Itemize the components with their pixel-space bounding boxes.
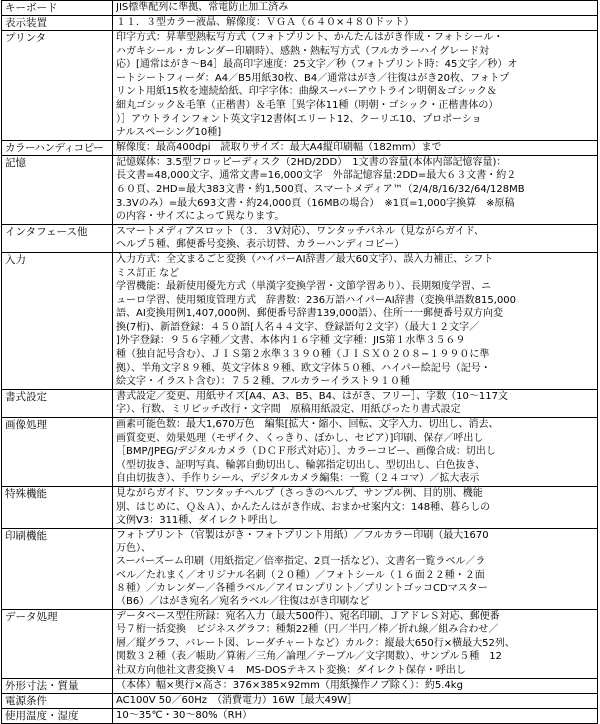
- spec-value-line: ]外字登録：９５６字種／文書、本体内１６字種 文字種：JIS第１水準３５６９: [116, 335, 466, 347]
- spec-value-line: （型切抜き、証明写真、輪郭自動切出し、輪郭指定切出し、型切出し、白色抜き、: [116, 459, 486, 471]
- spec-value-line: 絵文字・イラスト含む）：７５２種、フルカラーイラスト９１０種: [116, 376, 410, 388]
- spec-row: [2, 252, 598, 389]
- spec-row: [2, 678, 598, 693]
- spec-value-line: フォトプリント（官製はがき・フォトプリント用紙）／フルカラー印刷（最大1670: [116, 529, 489, 541]
- spec-value-line: 解像度：最高400dpi 読取りサイズ：最大A4縦印刷幅（182mm）まで: [116, 141, 442, 153]
- spec-key: インタフェース他: [2, 224, 113, 252]
- spec-key: 表示装置: [2, 16, 113, 31]
- spec-value-line: ナルスペーシング10種]: [116, 127, 222, 139]
- spec-key: データ処理: [2, 609, 113, 678]
- spec-value-line: データベース型住所録：宛名入力（最大500件）、宛名印刷、ＪアドレＳ対応、郵便番: [116, 610, 500, 622]
- spec-value-line: ［BMP/JPEG/デジタルカメラ（ＤＣＦ形式対応）］、カラーコピー、画像合成：切出し: [116, 446, 496, 458]
- spec-key: 書式設定: [2, 389, 113, 417]
- spec-value-line: ベル／たれまく／オリジナル名刺（２０種）／フォトシール（１６面２２種・２面: [116, 569, 485, 581]
- spec-value-line: 号７桁一括変換 ビジネスグラフ：種類22種（円／半円／棒／折れ線／組み合わせ／: [116, 624, 499, 636]
- spec-key: 外形寸法・質量: [2, 678, 113, 693]
- spec-value-line: 自由切抜き）、手作りシール、デジタルカメラ編集：一覧（２４コマ）／拡大表示: [116, 473, 480, 485]
- spec-value: [113, 678, 598, 693]
- spec-row: [2, 389, 598, 417]
- spec-value: [113, 16, 598, 31]
- spec-value-line: 10〜35℃・30〜80%（RH）: [116, 709, 253, 721]
- spec-row: [2, 16, 598, 31]
- spec-value-line: 長文書=48,000文字、通常文書=16,000文字 外部記憶容量:2DD=最大６３文書・約２: [116, 170, 517, 182]
- spec-value: [113, 609, 598, 678]
- spec-value: [113, 31, 598, 141]
- spec-value-line: 拠）、半角文字８９種、英文字体８９種、欧文字体５０種、ハイパー絵記号（記号・: [116, 362, 491, 374]
- spec-value-line: 印字方式：昇華型熱転写方式（フォトプリント、かんたんはがき作成・フォトシール・: [116, 32, 504, 43]
- spec-value-line: 画質変更、効果処理（モザイク、くっきり、ぼかし、セピア）]印刷、保存／呼出し: [116, 432, 484, 444]
- spec-value-line: の内容・サイズによって異なります。: [116, 211, 285, 223]
- spec-value-line: JIS標準配列に準拠、常電防止加工済み: [116, 2, 289, 13]
- spec-row: [2, 609, 598, 678]
- spec-value: [113, 528, 598, 609]
- spec-table: [1, 0, 598, 724]
- spec-value-line: ハガキシール・カレンダー印刷時）、感熱・熱転写方式（フルカラーハイグレード対: [116, 45, 489, 57]
- spec-value: [113, 224, 598, 252]
- spec-value-line: スマートメディアスロット（３．３V対応）、ワンタッチパネル（見ながらガイド、: [116, 225, 484, 237]
- spec-value-line: ８種）／カレンダー／各種ラベル／アイロンプリント／プリントゴッコCDマスター: [116, 582, 488, 594]
- spec-value: [113, 708, 598, 723]
- spec-value: [113, 1, 598, 16]
- spec-value-line: 換(7桁)、新語登録：４５０語[人名４４文字、登録語句２文字）（最大１２文字／: [116, 321, 480, 333]
- spec-row: [2, 487, 598, 529]
- spec-value-line: 書式設定／変更、用紙サイズ[A4、A3、B5、B4、はがき、フリー］、字数（10〜117文: [116, 390, 508, 402]
- spec-value-line: ートシートフィーダ：A4／B5用紙30枚、B4／通常はがき／往復はがき20枚、フォトプ: [116, 72, 510, 84]
- spec-value-line: ヘルプ５種、郵便番号変換、表示切替、カラーハンディコピー）: [116, 239, 405, 251]
- spec-key: 画像処理: [2, 418, 113, 487]
- spec-value-line: ューロ学習、使用頻度管理方式 辞書数：236万語ハイパーAI辞書（変換単語数815,000: [116, 294, 517, 306]
- spec-row: [2, 708, 598, 723]
- spec-value-line: 画素可能色数：最大1,670万色 編集[拡大・縮小、回転、文字入力、切出し、消去、: [116, 419, 499, 431]
- spec-key: 印刷機能: [2, 528, 113, 609]
- spec-value: [113, 693, 598, 708]
- spec-value-line: 見ながらガイド、ワンタッチヘルプ（さっきのヘルプ、サンプル例、目的別、機能: [116, 488, 483, 499]
- spec-row: [2, 140, 598, 155]
- spec-value-line: ６０頁、2HD=最大383文書・約1,500頁、スマートメディア™（2/4/8/16/32/64/128MB: [116, 183, 525, 195]
- spec-key: 入力: [2, 252, 113, 389]
- spec-value-line: （本体）幅×奥行×高さ：376×385×92mm（用紙操作ノブ除く）：約5.4kg: [116, 679, 463, 691]
- spec-value: [113, 487, 598, 529]
- spec-key: 特殊機能: [2, 487, 113, 529]
- spec-value-line: 入力方式：全文まるごと変換（ハイパーAI辞書／最大60文字）、誤入力補正、シフト: [116, 253, 494, 265]
- spec-value-line: （B6）／はがき宛名／宛名ラベル／往復はがき印刷など: [116, 596, 370, 608]
- spec-value: [113, 140, 598, 155]
- spec-value-line: スーパーズーム印刷（用紙指定／倍率指定、2頁一括など）、文書名一覧ラベル／ラ: [116, 556, 486, 568]
- spec-value-line: 語、AI変換用例1,407,000例、郵便番号辞書139,000語）、住所一一郵便番号双方向変: [116, 308, 504, 320]
- spec-row: [2, 155, 598, 224]
- spec-value-line: 文例V3：311種、ダイレクト呼出し: [116, 515, 278, 527]
- spec-row: [2, 528, 598, 609]
- spec-value-line: 別、はじめに、Ｑ＆Ａ）、かんたんはがき作成、おまかせ案内文：148種、暮らしの: [116, 501, 491, 513]
- spec-value-line: 万色）、: [116, 543, 151, 555]
- spec-value-line: 関数３２種（表／帳助／算術／三角／論理／テーブル／文字関数）、サンプル５種 12: [116, 651, 502, 663]
- spec-key: プリンタ: [2, 31, 113, 141]
- spec-row: [2, 1, 598, 16]
- spec-key: キーボード: [2, 1, 113, 16]
- spec-table-body: [2, 1, 598, 724]
- spec-value-line: 社双方向他社文書変換Ｖ４ MS-DOSテキスト変換：ダイレクト保存・呼出し: [116, 664, 466, 676]
- spec-value-line: ）］アウトラインフォント英文字12書体[エリート12、クーリエ10、プロポーショ: [116, 113, 482, 125]
- spec-value-line: 細丸ゴシック＆毛筆（正楷書）＆毛筆［異字体11種（明朝・ゴシック・正楷書体の）: [116, 99, 499, 111]
- spec-value: [113, 252, 598, 389]
- spec-value: [113, 155, 598, 224]
- spec-row: [2, 418, 598, 487]
- spec-value: [113, 418, 598, 487]
- spec-value-line: 種（独自記号含む）、ＪＩＳ第２水準３３９０種（ＪＩＳＸ０２０８−１９９０に準: [116, 349, 490, 361]
- spec-value-line: ミス訂正 など: [116, 267, 180, 279]
- spec-key: カラーハンディコピー: [2, 140, 113, 155]
- spec-row: [2, 224, 598, 252]
- spec-row: [2, 693, 598, 708]
- spec-row: [2, 31, 598, 141]
- spec-value-line: 記憶媒体：3.5型フロッピーディスク（2HD/2DD） 1文書の容量(本体内部記憶容量)：: [116, 156, 507, 168]
- spec-value-line: １１．３型カラー液晶、解像度：ＶＧＡ（６４０×４８０ドット）: [116, 17, 414, 28]
- spec-value-line: リント用紙15枚を連続給紙、印字字体：曲線スーパーアウトライン明朝＆ゴシック＆: [116, 86, 497, 98]
- spec-key: 電源条件: [2, 693, 113, 708]
- spec-value-line: 応）[通常はがき〜B4］最高印字速度：25文字／秒（フォトプリント時：45文字／秒）オ: [116, 59, 518, 71]
- spec-value-line: 層／縦グラフ、バレート図、レーダチャートなど）カルク：縦最大650行×横最大52列、: [116, 637, 515, 649]
- spec-value-line: 3.3Vのみ）=最大693文書・約24,000頁（16MBの場合） ※1頁=1,000字換算 ※原稿: [116, 197, 515, 209]
- spec-value-line: 学習機能：最新使用優先方式（単漢字変換学習・文節学習あり）、長期頻度学習、ニ: [116, 281, 491, 293]
- spec-value: [113, 389, 598, 417]
- spec-value-line: 字）、行数、ミリピッチ改行・文字間 原稿用紙設定、用紙ぴったり書式設定: [116, 404, 461, 416]
- spec-key: 使用温度・湿度: [2, 708, 113, 723]
- spec-value-line: AC100V 50／60Hz （消費電力）16W［最大49W］: [116, 694, 358, 706]
- spec-key: 記憶: [2, 155, 113, 224]
